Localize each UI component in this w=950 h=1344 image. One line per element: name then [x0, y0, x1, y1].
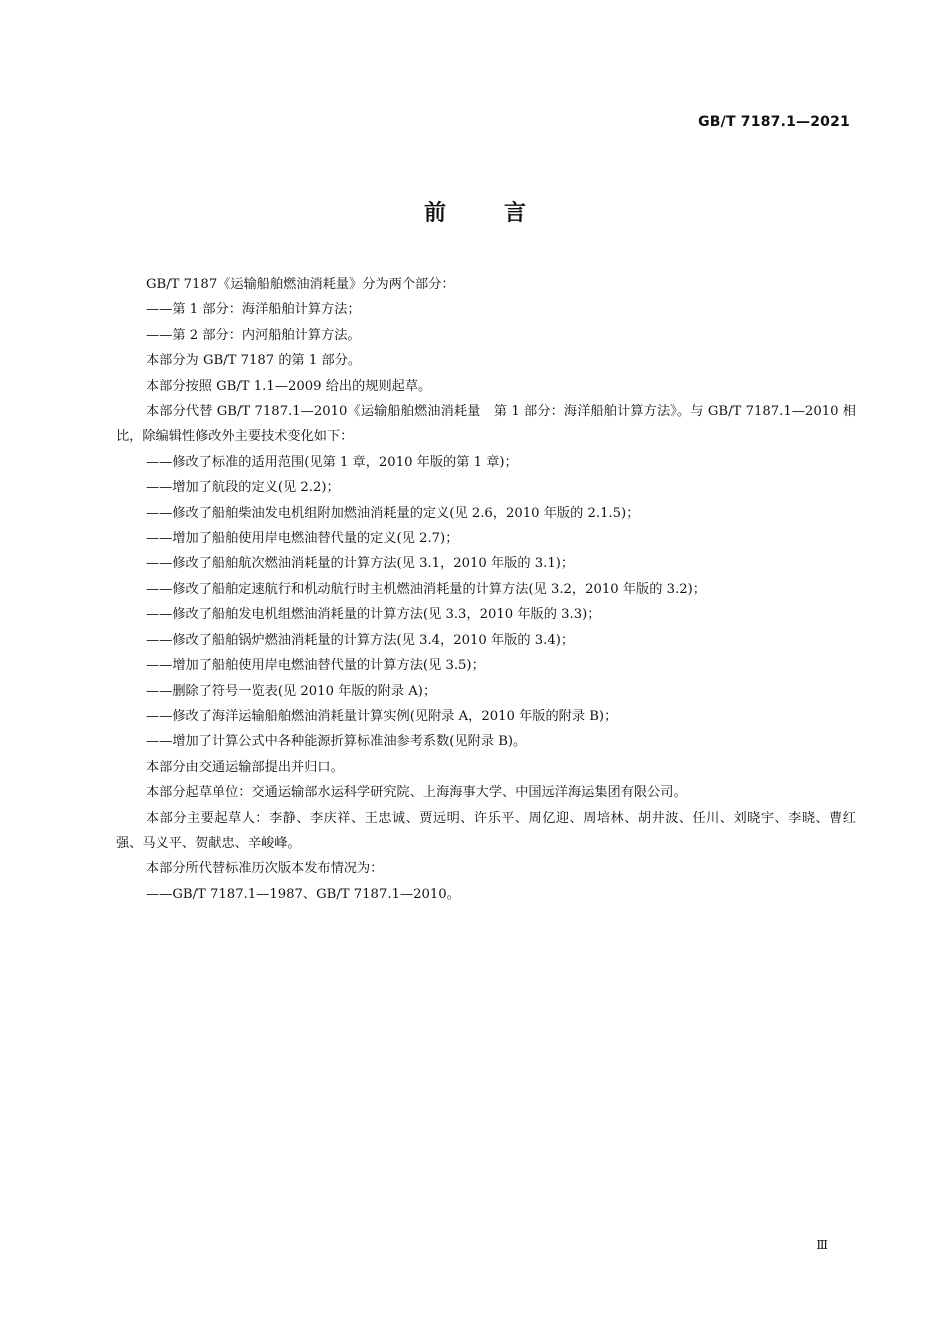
list-item-change: ——增加了计算公式中各种能源折算标准油参考系数(见附录 B)。 [146, 734, 527, 750]
list-item-part-2: ——第 2 部分：内河船舶计算方法。 [146, 327, 361, 343]
list-item-change: ——增加了船舶使用岸电燃油替代量的计算方法(见 3.5)； [146, 658, 485, 674]
foreword-body [116, 272, 856, 907]
standard-code: GB/T 7187.1—2021 [698, 114, 850, 130]
list-item-change: ——修改了海洋运输船舶燃油消耗量计算实例(见附录 A，2010 年版的附录 B)； [146, 708, 618, 724]
paragraph-this-part: 本部分为 GB/T 7187 的第 1 部分。 [146, 353, 362, 369]
paragraph-previous-editions: 本部分所代替标准历次版本发布情况为： [146, 861, 384, 877]
list-item-change: ——修改了船舶发电机组燃油消耗量的计算方法(见 3.3，2010 年版的 3.3)； [146, 607, 601, 623]
page-number: Ⅲ [816, 1238, 828, 1252]
paragraph-proposed-by: 本部分由交通运输部提出并归口。 [146, 759, 344, 775]
list-item-change: ——删除了符号一览表(见 2010 年版的附录 A)； [146, 683, 437, 699]
page-title: 前言 [423, 201, 584, 226]
list-item-change: ——修改了船舶锅炉燃油消耗量的计算方法(见 3.4，2010 年版的 3.4)； [146, 632, 575, 648]
list-item-change: ——增加了航段的定义(见 2.2)； [146, 480, 340, 496]
paragraph-drafting-units: 本部分起草单位：交通运输部水运科学研究院、上海海事大学、中国远洋海运集团有限公司。 [146, 785, 687, 801]
list-item-change: ——增加了船舶使用岸电燃油替代量的定义(见 2.7)； [146, 531, 459, 547]
paragraph-parts-intro: GB/T 7187《运输船舶燃油消耗量》分为两个部分： [146, 277, 455, 292]
list-item-change: ——修改了船舶柴油发电机组附加燃油消耗量的定义(见 2.6，2010 年版的 2.1.5)； [146, 505, 640, 521]
list-item-change: ——修改了标准的适用范围(见第 1 章，2010 年版的第 1 章)； [146, 454, 518, 470]
list-item-edition: ——GB/T 7187.1—1987、GB/T 7187.1—2010。 [146, 886, 460, 902]
list-item-change: ——修改了船舶定速航行和机动航行时主机燃油消耗量的计算方法(见 3.2，2010 年版的 3.2)； [146, 581, 706, 597]
paragraph-drafters: 本部分主要起草人：李静、李庆祥、王忠诚、贾远明、许乐平、周亿迎、周培林、胡井波、任川、刘晓宇、李晓、曹红强、马义平、贺献忠、辛峻峰。 [116, 810, 856, 851]
list-item-part-1: ——第 1 部分：海洋船舶计算方法； [146, 302, 361, 318]
paragraph-replaces: 本部分代替 GB/T 7187.1—2010《运输船舶燃油消耗量 第 1 部分：海洋船舶计算方法》。与 GB/T 7187.1—2010 相比，除编辑性修改外主要技术变化如下： [116, 404, 856, 445]
paragraph-drafting-rules: 本部分按照 GB/T 1.1—2009 给出的规则起草。 [146, 378, 432, 394]
list-item-change: ——修改了船舶航次燃油消耗量的计算方法(见 3.1，2010 年版的 3.1)； [146, 556, 575, 572]
